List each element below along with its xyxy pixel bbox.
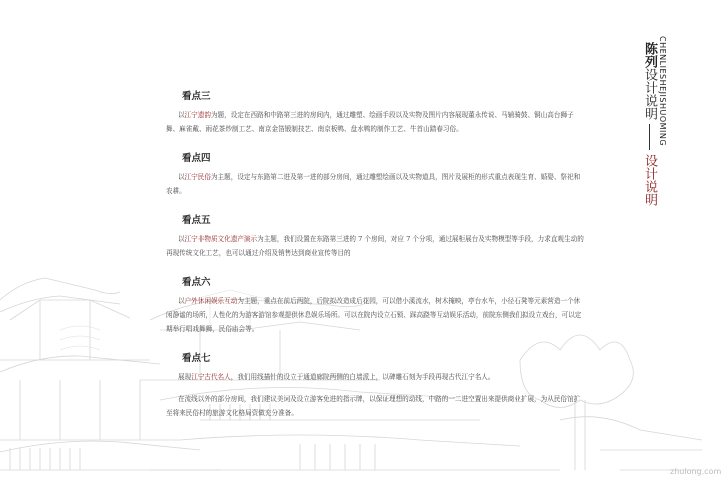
section-extra-text: 在流线以外的部分房间，我们建议美词及设立游客免进的指示牌，以保证理想的动线，中路的一二进空置出来提供商业扩展，为从民俗馆扩至将来民俗村的旅游文化格局资做充分准备。 — [166, 395, 581, 417]
section-7 — [166, 350, 586, 420]
sidebar-title — [640, 36, 670, 236]
content-area — [166, 88, 586, 434]
sidebar-chinese-title — [643, 42, 656, 206]
section-heading: 看点六 — [182, 277, 211, 288]
highlight-term: 江宁遗韵 — [184, 111, 211, 119]
section-text: 以户外休闲娱乐互动为主题，重点在前后两院，后院拟改造成后花园，可以借小溪流水，树木掩映，亭台水车，小径石凳等元素营造一个休闲静谧的场所，人性化的为游客游馆参观提供休息娱乐场所。可以在院内设立石锁、踩高跷等互动娱乐活动，前院东侧我们拟设立戏台，可以定期举行唱戏舞狮，民俗庙会等。 — [166, 297, 582, 333]
section-heading: 看点四 — [182, 153, 211, 164]
section-heading: 看点七 — [182, 353, 211, 364]
sidebar-latin-title: CHENLIESHEJISHUOMING — [658, 36, 667, 147]
section-text: 展现江宁古代名人，我们用线描针的设立于通道廊院两侧的白墙派上，以碑雕石刻为手段再现古代江宁名人。 — [178, 373, 495, 381]
highlight-term: 江宁古代名人 — [191, 373, 231, 381]
highlight-term: 江宁非物质文化遗产演示 — [184, 235, 258, 243]
section-text: 以江宁民俗为主题，设定与东路第二进及第一进的部分房间，通过雕塑绘画以及实物道具，图片及展柜的形式重点表现生育、婚娶、祭祀和农耕。 — [166, 173, 581, 195]
section-4 — [166, 150, 586, 198]
highlight-term: 户外休闲娱乐互动 — [184, 297, 238, 305]
sidebar-title-bold: 陈列 — [642, 42, 657, 68]
section-5 — [166, 212, 586, 260]
section-heading: 看点三 — [182, 91, 211, 102]
highlight-term: 江宁民俗 — [184, 173, 211, 181]
sidebar-title-red: 设计说明 — [642, 154, 657, 206]
section-text: 以江宁遗韵为题，设定在西路和中路第三进的房间内，通过雕塑、绘画手段以及实物及图片内容展现董永传说、马辅骑鼓、铜山高台狮子舞、麻雀戴、雨花茶炒制工艺、南京金箔锻制技艺、南京板鸭、盘水鸭的制作工艺、牛首山踏春习俗。 — [166, 111, 574, 133]
sidebar-divider — [649, 124, 650, 150]
section-text: 以江宁非物质文化遗产演示为主题，我们设置在东路第三进的 7 个房间，对应 7 个分项，通过展柜展台及实物模型等手段，力求直观生动的再现传统文化工艺，也可以通过介绍及销售达到商业宣传等目的 — [166, 235, 584, 257]
watermark-text: zhulong.com — [670, 467, 721, 476]
section-6 — [166, 274, 586, 336]
section-heading: 看点五 — [182, 215, 211, 226]
sidebar-title-rest: 设计说明 — [642, 68, 657, 120]
section-3 — [166, 88, 586, 136]
